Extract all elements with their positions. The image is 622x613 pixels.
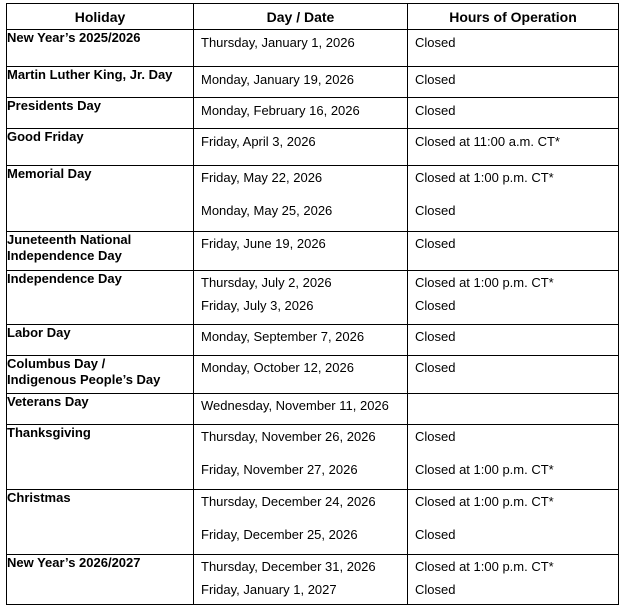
date-text: Monday, May 25, 2026 [201,203,333,218]
holiday-name [7,232,194,271]
hours-cell [408,30,619,67]
date-cell [194,129,408,166]
hours-cell [408,129,619,166]
date-text: Thursday, January 1, 2026 [201,35,355,50]
date-text: Friday, June 19, 2026 [201,236,326,251]
date-cell [194,67,408,98]
date-text: Thursday, December 31, 2026 [201,559,376,574]
date-cell [194,490,408,555]
table-row [7,490,619,555]
hours-cell [408,490,619,555]
hours-text: Closed [415,72,456,87]
holiday-name: Memorial Day [7,166,194,232]
hours-text: Closed [415,582,456,597]
date-text: Friday, December 25, 2026 [201,527,358,542]
holiday-name-line: Indigenous People’s Day [7,372,161,387]
date-cell [194,232,408,271]
holiday-name-line: Independence Day [7,248,122,263]
holiday-name: Thanksgiving [7,425,194,490]
table-row [7,325,619,356]
holiday-name: Christmas [7,490,194,555]
holiday-name: New Year’s 2026/2027 [7,555,194,605]
table-row [7,394,619,425]
table-row [7,67,619,98]
hours-cell [408,67,619,98]
table-row [7,129,619,166]
date-cell [194,166,408,232]
date-cell [194,30,408,67]
hours-text: Closed [415,429,456,444]
hours-cell [408,271,619,325]
table-row [7,30,619,67]
hours-text: Closed [415,203,456,218]
date-text: Monday, January 19, 2026 [201,72,354,87]
hours-text: Closed at 1:00 p.m. CT* [415,170,554,185]
hours-text: Closed at 1:00 p.m. CT* [415,462,554,477]
date-text: Thursday, December 24, 2026 [201,494,376,509]
hours-cell [408,356,619,394]
holiday-name: New Year’s 2025/2026 [7,30,194,67]
date-text: Friday, May 22, 2026 [201,170,323,185]
hours-text: Closed [415,103,456,118]
hours-text: Closed at 1:00 p.m. CT* [415,559,554,574]
holiday-name: Good Friday [7,129,194,166]
date-text: Wednesday, November 11, 2026 [201,398,389,413]
holiday-column-header: Holiday [7,4,194,30]
hours-cell [408,325,619,356]
date-cell [194,394,408,425]
date-cell [194,325,408,356]
hours-column-header: Hours of Operation [408,4,619,30]
hours-text: Closed at 1:00 p.m. CT* [415,494,554,509]
holiday-name: Veterans Day [7,394,194,425]
hours-cell [408,555,619,605]
holiday-hours-table [6,3,619,605]
hours-text: Closed at 11:00 a.m. CT* [415,134,560,149]
date-cell [194,555,408,605]
date-cell [194,425,408,490]
date-text: Monday, February 16, 2026 [201,103,360,118]
table-row [7,356,619,394]
table-row [7,232,619,271]
hours-text: Closed [415,527,456,542]
date-text: Thursday, November 26, 2026 [201,429,376,444]
date-text: Friday, November 27, 2026 [201,462,358,477]
holiday-name: Independence Day [7,271,194,325]
holiday-name [7,356,194,394]
hours-cell [408,394,619,425]
table-header-row [7,4,619,30]
date-text: Friday, July 3, 2026 [201,298,314,313]
date-text: Monday, October 12, 2026 [201,360,354,375]
table-row [7,555,619,605]
date-text: Monday, September 7, 2026 [201,329,365,344]
hours-cell [408,166,619,232]
hours-text: Closed [415,360,456,375]
hours-text: Closed [415,35,456,50]
table-row [7,98,619,129]
date-cell [194,356,408,394]
holiday-name: Martin Luther King, Jr. Day [7,67,194,98]
hours-text: Closed [415,236,456,251]
date-cell [194,98,408,129]
hours-cell [408,98,619,129]
hours-text: Closed at 1:00 p.m. CT* [415,275,554,290]
date-text: Friday, January 1, 2027 [201,582,337,597]
holiday-name: Labor Day [7,325,194,356]
holiday-name: Presidents Day [7,98,194,129]
hours-cell [408,232,619,271]
table-row [7,271,619,325]
date-cell [194,271,408,325]
table-row [7,166,619,232]
holiday-name-line: Columbus Day / [7,356,106,371]
date-text: Thursday, July 2, 2026 [201,275,332,290]
date-text: Friday, April 3, 2026 [201,134,316,149]
table-row [7,425,619,490]
hours-text: Closed [415,298,456,313]
hours-cell [408,425,619,490]
day-date-column-header: Day / Date [194,4,408,30]
hours-text: Closed [415,329,456,344]
holiday-name-line: Juneteenth National [7,232,132,247]
